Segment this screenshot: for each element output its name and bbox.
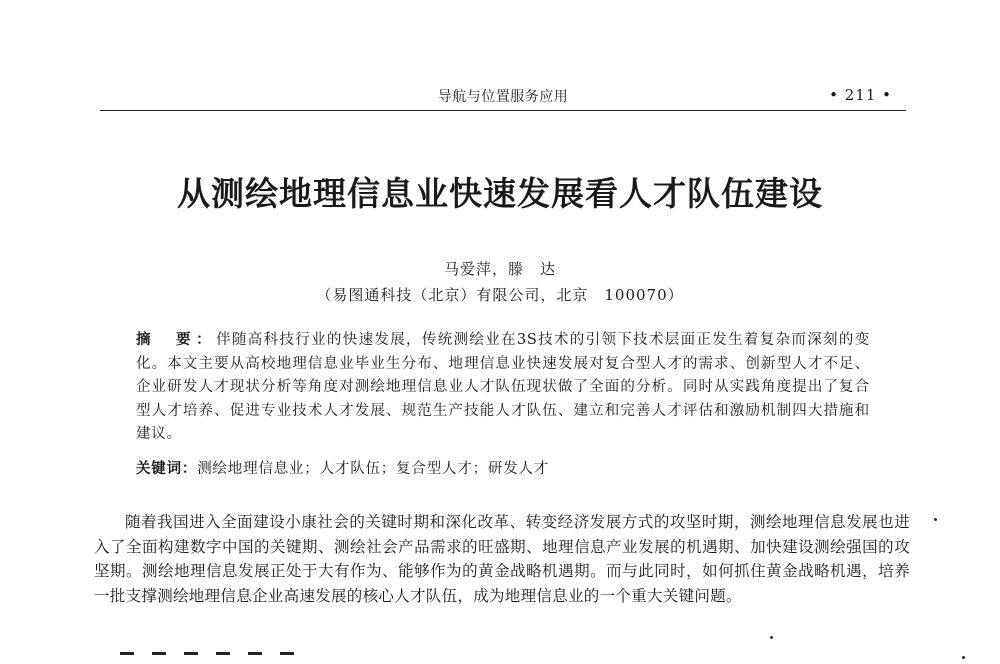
frag-mark	[216, 652, 230, 664]
scan-speck	[934, 518, 937, 521]
article-authors: 马爱萍，滕 达	[443, 260, 556, 278]
journal-name: 导航与位置服务应用	[437, 89, 569, 105]
keywords-label: 关键词：	[136, 460, 198, 477]
frag-mark	[120, 652, 134, 664]
header-rule	[100, 110, 906, 111]
article-title: 从测绘地理信息业快速发展看人才队伍建设	[177, 174, 823, 213]
keywords	[136, 457, 870, 481]
frag-mark	[280, 652, 294, 664]
keywords-text: 测绘地理信息业；人才队伍；复合型人才；研发人才	[197, 461, 550, 477]
running-header	[100, 86, 906, 108]
frag-mark	[152, 652, 166, 664]
scan-speck	[962, 656, 965, 659]
abstract	[136, 328, 870, 447]
article-affiliation: （易图通科技（北京）有限公司，北京 100070）	[316, 286, 684, 304]
next-heading-fragment	[120, 652, 420, 664]
abstract-label: 摘 要：	[136, 331, 217, 348]
frag-mark	[248, 652, 262, 664]
page-number: • 211 •	[829, 86, 892, 104]
abstract-text: 伴随高科技行业的快速发展，传统测绘业在3S技术的引领下技术层面正发生着复杂而深刻的变化。本文主要从高校地理信息业毕业生分布、地理信息业快速发展对复合型人才的需求、创新型人才不足、企业研发人才现状分析等角度对测绘地理信息业人才队伍现状做了全面的分析。同时从实践角度提出了复合型人才培养、促进专业技术人才发展、规范生产技能人才队伍、建立和完善人才评估和激励机制四大措施和建议。	[136, 332, 871, 442]
body-paragraph: 随着我国进入全面建设小康社会的关键时期和深化改革、转变经济发展方式的攻坚时期，测绘地理信息发展也进入了全面构建数字中国的关键期、测绘社会产品需求的旺盛期、地理信息产业发展的机遇期、加快建设测绘强国的攻坚期。测绘地理信息发展正处于大有作为、能够作为的黄金战略机遇期。而与此同时，如何抓住黄金战略机遇，培养一批支撑测绘地理信息企业高速发展的核心人才队伍，成为地理信息业的一个重大关键问题。	[94, 513, 910, 605]
scan-speck	[770, 636, 773, 639]
frag-mark	[184, 652, 198, 664]
